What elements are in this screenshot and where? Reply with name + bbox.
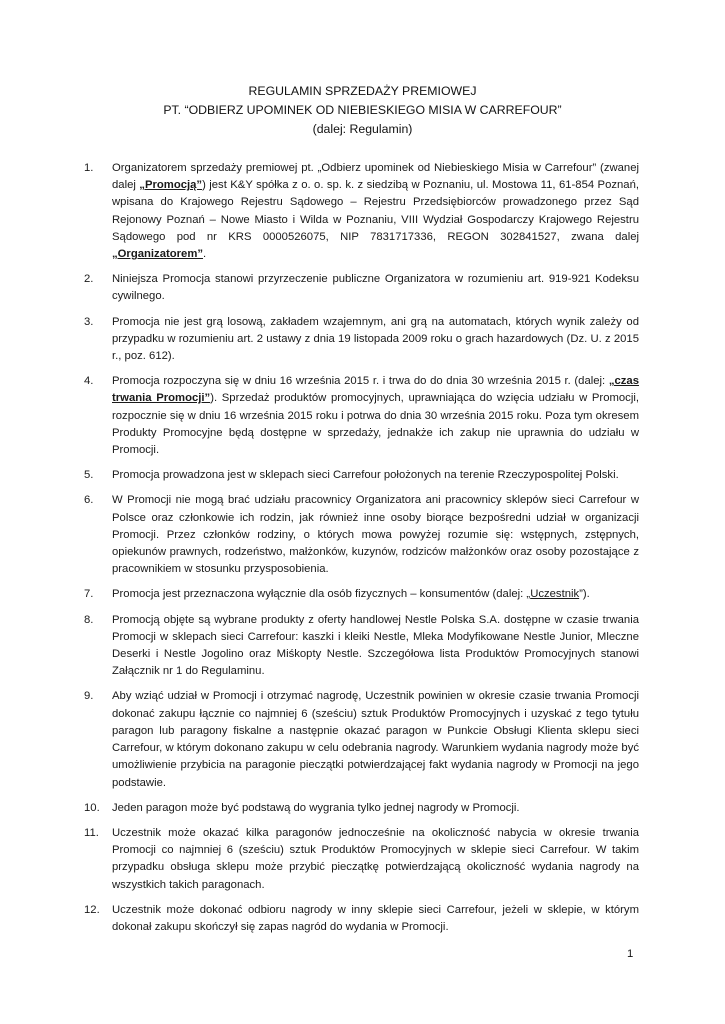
list-item-3 [84, 314, 639, 366]
list-item-7 [84, 586, 639, 603]
item-number: 6. [84, 494, 94, 507]
item-number: 5. [84, 469, 94, 482]
item-number: 9. [84, 690, 94, 703]
item-text: Niniejsza Promocja stanowi przyrzeczenie publiczne Organizatora w rozumieniu art. 919-921 Kodeksu cywilnego. [112, 273, 639, 303]
item-text: Uczestnik może okazać kilka paragonów jednocześnie na okoliczność nabycia w okresie trwania Promocji co najmniej 6 (sześciu) sztuk Produktów Promocyjnych w sklepie sieci Carrefour. W takim przypadku obsługa sklepu może przybić pieczątkę potwierdzającą okoliczność wydania nagrody na wszystkich takich paragonach. [112, 826, 639, 891]
list-item-8 [84, 612, 639, 681]
item-number: 11. [84, 826, 99, 839]
defined-term-uczestnik: Uczestnik [530, 588, 580, 601]
title-line-3: (dalej: Regulamin) [312, 122, 413, 136]
item-text: Promocja jest przeznaczona wyłącznie dla osób fizycznych – konsumentów (dalej: „Uczestnik”). [112, 588, 590, 601]
regulations-list [84, 160, 639, 944]
list-item-10 [84, 800, 639, 817]
item-text: Organizatorem sprzedaży premiowej pt. „Odbierz upominek od Niebieskiego Misia w Carrefour” (zwanej dalej „Promocją”) jest K&Y spółka z o. o. sp. k. z siedzibą w Poznaniu, ul. Mostowa 11, 61-854 Poznań, wpisana do Krajowego Rejestru Sądowego – Rejestru Przedsiębiorców prowadzonego przez Sąd Rejonowy Poznań – Nowe Miasto i Wilda w Poznaniu, VIII Wydział Gospodarczy Krajowego Rejestru Sądowego pod nr KRS 0000526075, NIP 7831717336, REGON 302841527, zwana dalej „Organizatorem”. [112, 162, 640, 261]
item-number: 12. [84, 903, 100, 916]
title-line-2: PT. “ODBIERZ UPOMINEK OD NIEBIESKIEGO MISIA W CARREFOUR” [163, 103, 562, 117]
item-number: 10. [84, 801, 100, 814]
title-line-1: REGULAMIN SPRZEDAŻY PREMIOWEJ [248, 84, 477, 98]
item-text: Promocja rozpoczyna się w dniu 16 września 2015 r. i trwa do do dnia 30 września 2015 r. (dalej: „czas trwania Promocji”). Sprzedaż produktów promocyjnych, uprawniająca do wzięcia udziału w Promocji, rozpocznie się w dniu 16 września 2015 roku i potrwa do dnia 30 września 2015 roku. Poza tym okresem Produkty Promocyjne będą dostępne w sprzedaży, jednakże ich zakup nie uprawnia do udziału w Promocji. [112, 375, 639, 457]
list-item-12 [84, 902, 639, 936]
item-text: Promocją objęte są wybrane produkty z oferty handlowej Nestle Polska S.A. dostępne w czasie trwania Promocji w sklepach sieci Carrefour: kaszki i kleiki Nestle, Mleka Modyfikowane Nestle Junior, Mleczne Deserki i Nestle Jogolino oraz Miśkopty Nestle. Szczegółowa lista Produktów Promocyjnych stanowi Załącznik nr 1 do Regulaminu. [112, 613, 639, 678]
item-number: 4. [84, 375, 94, 388]
defined-term-promocja: „Promocją” [139, 179, 203, 192]
item-text: W Promocji nie mogą brać udziału pracownicy Organizatora ani pracownicy sklepów sieci Carrefour w Polsce oraz członkowie ich rodzin, jak również inne osoby biorące bezpośredni udział w organizacji Promocji. Przez członków rodziny, o których mowa powyżej rozumie się: wstępnych, zstępnych, opiekunów prawnych, rodzeństwo, małżonków, kuzynów, rodziców małżonków oraz osoby pozostające z pracownikiem w stosunku przysposobienia. [112, 494, 639, 576]
item-text: Promocja nie jest grą losową, zakładem wzajemnym, ani grą na automatach, których wynik zależy od przypadku w rozumieniu art. 2 ustawy z dnia 19 listopada 2009 roku o grach hazardowych (Dz. U. z 2015 r., poz. 612). [112, 315, 639, 363]
item-number: 8. [84, 613, 94, 626]
page-number: 1 [627, 948, 634, 960]
item-text: Uczestnik może dokonać odbioru nagrody w inny sklepie sieci Carrefour, jeżeli w sklepie, w którym dokonał zakupu skończył się zapas nagród do wydania w Promocji. [112, 903, 639, 933]
defined-term-organizator: „Organizatorem” [112, 248, 204, 261]
list-item-9 [84, 688, 639, 791]
defined-term-czas-trwania: „czas trwania Promocji” [112, 375, 639, 405]
item-number: 3. [84, 315, 94, 328]
list-item-11 [84, 825, 639, 894]
list-item-4 [84, 373, 639, 459]
item-text: Aby wziąć udział w Promocji i otrzymać nagrodę, Uczestnik powinien w okresie czasie trwania Promocji dokonać zakupu łącznie co najmniej 6 (sześciu) sztuk Produktów Promocyjnych i uzyskać z tego tytułu paragon lub paragony fiskalne a następnie okazać paragon w Punkcie Obsługi Klienta sklepu sieci Carrefour, w którym dokonano zakupu w celu odebrania nagrody. Warunkiem wydania nagrody może być umożliwienie przybicia na paragonie pieczątki potwierdzającej fakt wydania nagrody w Promocji na jego podstawie. [112, 690, 639, 789]
item-text: Promocja prowadzona jest w sklepach sieci Carrefour położonych na terenie Rzeczypospolitej Polski. [112, 469, 619, 482]
list-item-2 [84, 271, 639, 305]
item-number: 1. [84, 162, 94, 174]
item-text: Jeden paragon może być podstawą do wygrania tylko jednej nagrody w Promocji. [112, 801, 520, 814]
list-item-6 [84, 492, 639, 578]
item-number: 2. [84, 273, 94, 286]
document-title [0, 82, 725, 139]
list-item-5 [84, 467, 639, 484]
list-item-1 [84, 160, 639, 263]
item-number: 7. [84, 588, 94, 601]
